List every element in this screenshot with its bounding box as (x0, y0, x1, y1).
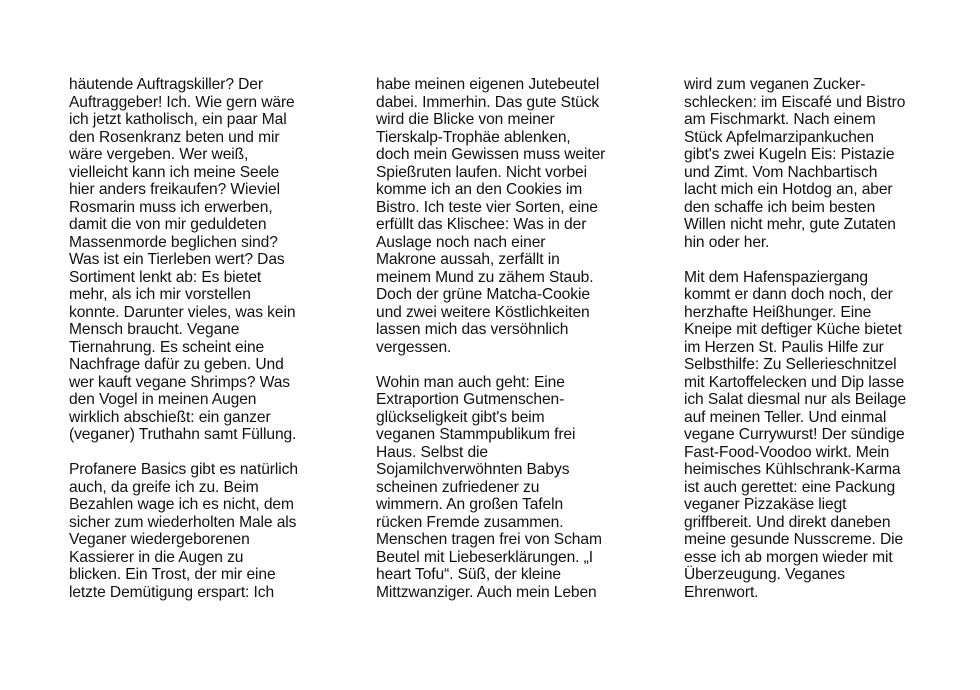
text-line: Tiernahrung. Es scheint eine (69, 338, 265, 356)
text-line: meinem Mund zu zähem Staub. (376, 268, 594, 286)
text-column-2 (376, 76, 638, 601)
text-line: ist auch gerettet: eine Packung (684, 478, 896, 496)
text-line: dabei. Immerhin. Das gute Stück (376, 93, 600, 111)
text-line: griffbereit. Und direkt daneben (684, 513, 891, 531)
text-line: Doch der grüne Matcha-Cookie (376, 286, 590, 303)
text-line: habe meinen eigenen Jutebeutel (376, 76, 600, 93)
text-line: Spießruten laufen. Nicht vorbei (376, 163, 587, 181)
text-line: doch mein Gewissen muss weiter (376, 146, 606, 163)
text-line: heimisches Kühlschrank-Karma (684, 461, 901, 478)
text-line: wirklich abschießt: ein ganzer (69, 408, 271, 426)
text-line: veganen Stammpublikum frei (376, 426, 576, 443)
text-line: scheinen zufriedener zu (376, 478, 540, 496)
text-line: ich jetzt katholisch, ein paar Mal (69, 111, 287, 128)
text-line: komme ich an den Cookies im (376, 181, 583, 198)
text-line: am Fischmarkt. Nach einem (684, 111, 876, 128)
text-line: wird die Blicke von meiner (376, 111, 555, 128)
text-line: Wohin man auch geht: Eine (376, 373, 565, 391)
text-line: Tierskalp-Trophäe ablenken, (376, 128, 571, 146)
text-line: Stück Apfelmarzipankuchen (684, 128, 874, 146)
text-line: mehr, als ich mir vorstellen (69, 286, 251, 303)
text-line: Mit dem Hafenspaziergang (684, 268, 868, 286)
text-line: ich Salat diesmal nur als Beilage (684, 391, 907, 408)
paragraph (69, 76, 331, 444)
text-line: herzhafte Heißhunger. Eine (684, 303, 872, 321)
text-line: lacht mich ein Hotdog an, aber (684, 181, 893, 198)
text-line: esse ich ab morgen wieder mit (684, 548, 893, 566)
text-line: wimmern. An großen Tafeln (376, 496, 564, 513)
text-line: wird zum veganen Zucker- (684, 76, 866, 93)
text-line: wer kauft vegane Shrimps? Was (69, 373, 290, 391)
paragraph (684, 269, 946, 602)
text-line: Haus. Selbst die (376, 443, 488, 461)
text-line: heart Tofu“. Süß, der kleine (376, 566, 562, 583)
text-line: erfüllt das Klischee: Was in der (376, 216, 587, 233)
text-line: Bistro. Ich teste vier Sorten, eine (376, 198, 598, 216)
text-line: blicken. Ein Trost, der mir eine (69, 566, 276, 583)
paragraph (684, 76, 946, 251)
text-line: konnte. Darunter vieles, was kein (69, 303, 296, 321)
text-line: lassen mich das versöhnlich (376, 321, 569, 338)
text-line: vergessen. (376, 338, 452, 356)
text-line: mit Kartoffelecken und Dip lasse (684, 373, 905, 391)
paragraph (69, 461, 331, 601)
text-line: und Zimt. Vom Nachbartisch (684, 163, 878, 181)
text-line: damit die von mir geduldeten (69, 216, 267, 233)
text-line: rücken Fremde zusammen. (376, 513, 564, 531)
text-line: und zwei weitere Köstlichkeiten (376, 303, 590, 321)
paragraph (376, 76, 638, 356)
text-line: Sojamilchverwöhnten Babys (376, 461, 570, 478)
text-column-3 (684, 76, 946, 601)
text-line: letzte Demütigung erspart: Ich (69, 583, 275, 601)
text-line: Kassierer in die Augen zu (69, 548, 244, 566)
paragraph-gap (684, 251, 946, 269)
text-line: den schaffe ich beim besten (684, 198, 876, 216)
text-line: gibt's zwei Kugeln Eis: Pistazie (684, 146, 895, 163)
text-line: (veganer) Truthahn samt Füllung. (69, 426, 297, 443)
text-line: Extraportion Gutmenschen- (376, 391, 565, 408)
text-line: Nachfrage dafür zu geben. Und (69, 356, 284, 373)
text-line: häutende Auftragskiller? Der (69, 76, 263, 93)
paragraph-gap (376, 356, 638, 374)
text-line: Massenmorde beglichen sind? (69, 233, 278, 251)
paragraph (376, 374, 638, 602)
text-line: Auslage noch nach einer (376, 233, 546, 251)
text-line: Veganer wiedergeborenen (69, 531, 250, 548)
text-line: im Herzen St. Paulis Hilfe zur (684, 338, 884, 356)
text-line: Kneipe mit deftiger Küche bietet (684, 321, 902, 338)
text-line: auf meinen Teller. Und einmal (684, 408, 887, 426)
text-line: Mensch braucht. Vegane (69, 321, 240, 338)
text-line: den Vogel in meinen Augen (69, 391, 257, 408)
text-line: Was ist ein Tierleben wert? Das (69, 251, 285, 268)
text-line: Fast-Food-Voodoo wirkt. Mein (684, 443, 890, 461)
text-line: veganer Pizzakäse liegt (684, 496, 847, 513)
text-line: Bezahlen wage ich es nicht, dem (69, 496, 294, 513)
text-line: hier anders freikaufen? Wieviel (69, 181, 280, 198)
text-line: Beutel mit Liebeserklärungen. „I (376, 548, 593, 566)
text-line: meine gesunde Nusscreme. Die (684, 531, 904, 548)
text-line: Willen nicht mehr, gute Zutaten (684, 216, 896, 233)
text-line: Profanere Basics gibt es natürlich (69, 461, 298, 478)
text-line: Selbsthilfe: Zu Sellerieschnitzel (684, 356, 897, 373)
text-line: den Rosenkranz beten und mir (69, 128, 280, 146)
text-line: Rosmarin muss ich erwerben, (69, 198, 273, 216)
text-line: auch, da greife ich zu. Beim (69, 478, 259, 496)
text-line: hin oder her. (684, 233, 770, 251)
text-line: vielleicht kann ich meine Seele (69, 163, 280, 181)
text-line: Menschen tragen frei von Scham (376, 531, 602, 548)
text-line: glückseligkeit gibt's beim (376, 408, 545, 426)
text-line: Makrone aussah, zerfällt in (376, 251, 560, 268)
text-line: vegane Currywurst! Der sündige (684, 426, 905, 443)
text-line: Ehrenwort. (684, 583, 759, 601)
text-line: Mittzwanziger. Auch mein Leben (376, 583, 597, 601)
text-line: kommt er dann doch noch, der (684, 286, 893, 303)
paragraph-gap (69, 444, 331, 462)
text-line: Überzeugung. Veganes (684, 566, 845, 583)
text-line: sicher zum wiederholten Male als (69, 513, 297, 531)
text-line: Auftraggeber! Ich. Wie gern wäre (69, 93, 295, 111)
text-line: Sortiment lenkt ab: Es bietet (69, 268, 262, 286)
text-line: schlecken: im Eiscafé und Bistro (684, 93, 906, 111)
text-line: wäre vergeben. Wer weiß, (69, 146, 249, 163)
text-column-1 (69, 76, 331, 601)
